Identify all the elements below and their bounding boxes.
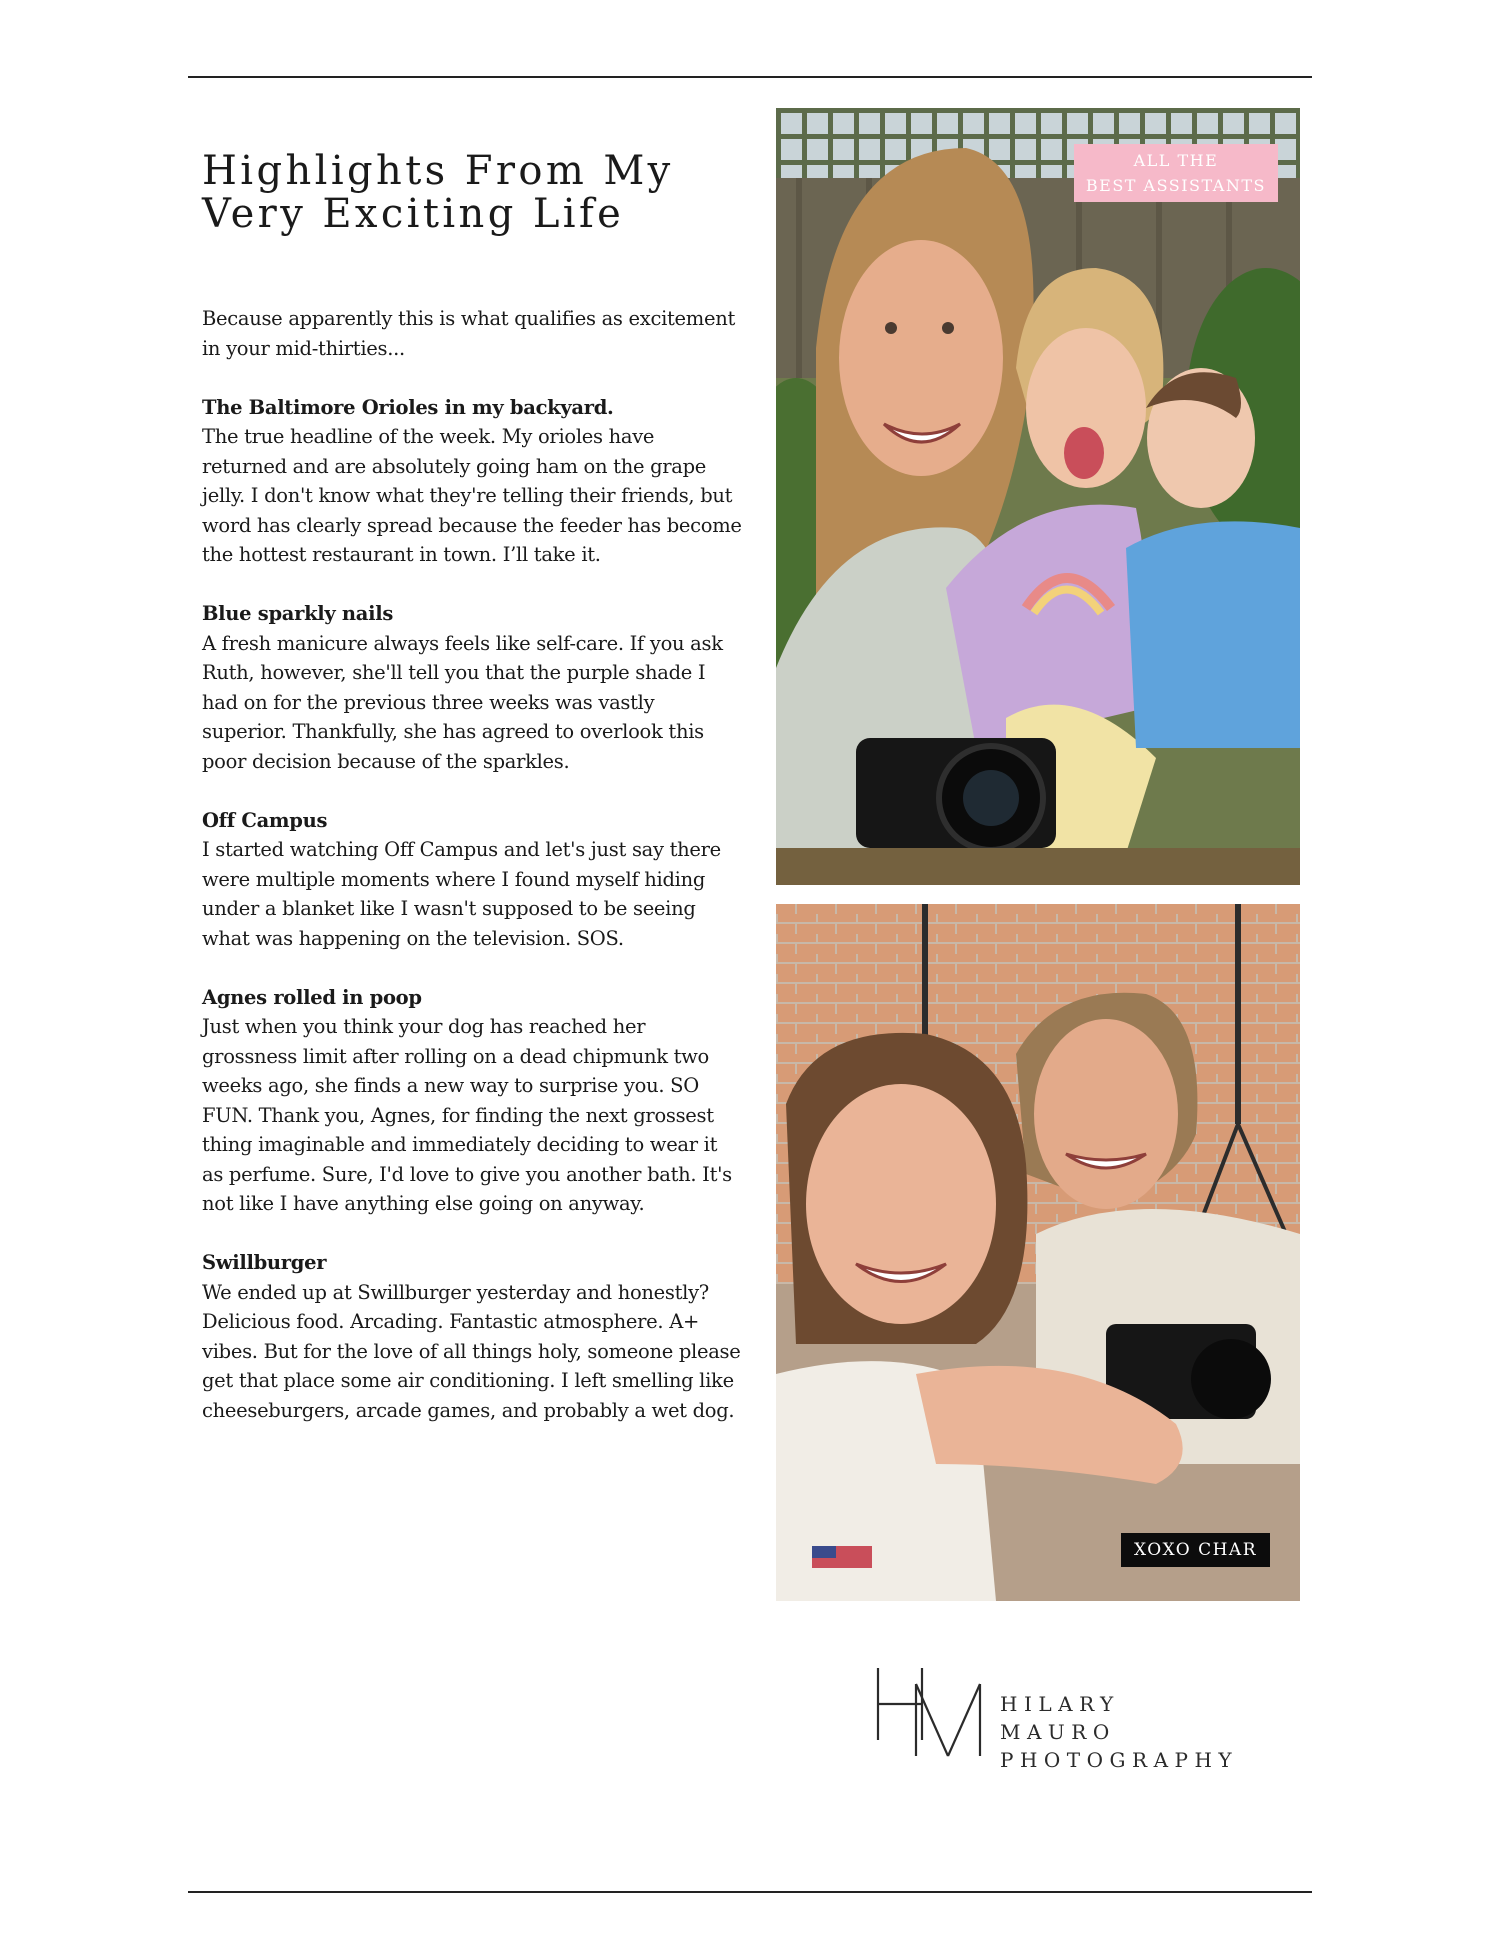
- section-text: We ended up at Swillburger yesterday and honestly? Delicious food. Arcading. Fantastic atmosphere. A+ vibes. But for the love of all things holy, someone please get that place some air conditioning. I left smelling like cheeseburgers, arcade games, and probably a wet dog.: [202, 1280, 741, 1422]
- section-text: I started watching Off Campus and let's just say there were multiple moments where I found myself hiding under a blanket like I wasn't supposed to be seeing what was happening on the television. SOS.: [202, 838, 721, 950]
- signoff-caption: XOXO CHAR: [1121, 1533, 1270, 1567]
- section-off-campus: [202, 806, 742, 954]
- section-text: A fresh manicure always feels like self-care. If you ask Ruth, however, she'll tell you that the purple shade I had on for the previous three weeks was vastly superior. Thankfully, she has agreed to overlook this poor decision because of the sparkles.: [202, 631, 723, 773]
- logo-wordmark: [1000, 1690, 1238, 1774]
- hm-monogram-logo: [872, 1662, 992, 1758]
- section-nails: [202, 599, 742, 776]
- section-agnes: [202, 983, 742, 1219]
- friends-selfie-illustration: [776, 904, 1300, 1601]
- top-rule: [188, 76, 1312, 78]
- logo-line-name: HILARY MAURO: [1000, 1692, 1120, 1744]
- section-swillburger: [202, 1248, 742, 1425]
- section-heading: Blue sparkly nails: [202, 602, 394, 625]
- article-body: [202, 304, 742, 1455]
- family-selfie-illustration: [776, 108, 1300, 885]
- caption-line: BEST ASSISTANTS: [1085, 176, 1266, 195]
- assistants-caption: [1074, 144, 1278, 202]
- section-text: Just when you think your dog has reached her grossness limit after rolling on a dead chipmunk two weeks ago, she finds a new way to surprise you. SO FUN. Thank you, Agnes, for finding the next grossest thing imaginable and immediately deciding to wear it as perfume. Sure, I'd love to give you another bath. It's not like I have anything else going on anyway.: [202, 1015, 732, 1215]
- section-orioles: [202, 393, 742, 570]
- section-heading: The Baltimore Orioles in my backyard.: [202, 395, 614, 419]
- section-heading: Swillburger: [202, 1251, 327, 1274]
- family-selfie-photo: [776, 108, 1300, 885]
- logo-line-photography: PHOTOGRAPHY: [1000, 1748, 1239, 1772]
- section-heading: Off Campus: [202, 808, 328, 832]
- bottom-rule: [188, 1891, 1312, 1893]
- hilary-mauro-logo: [872, 1662, 1239, 1772]
- intro-paragraph: Because apparently this is what qualifies as excitement in your mid-thirties...: [202, 307, 736, 360]
- caption-line: ALL THE: [1133, 151, 1219, 170]
- section-heading: Agnes rolled in poop: [202, 985, 422, 1009]
- page-title: Highlights From My Very Exciting Life: [202, 148, 674, 237]
- section-text: The true headline of the week. My orioles have returned and are absolutely going ham on the grape jelly. I don't know what they're telling their friends, but word has clearly spread because the feeder has become the hottest restaurant in town. I’ll take it.: [202, 425, 742, 566]
- friends-selfie-photo: [776, 904, 1300, 1601]
